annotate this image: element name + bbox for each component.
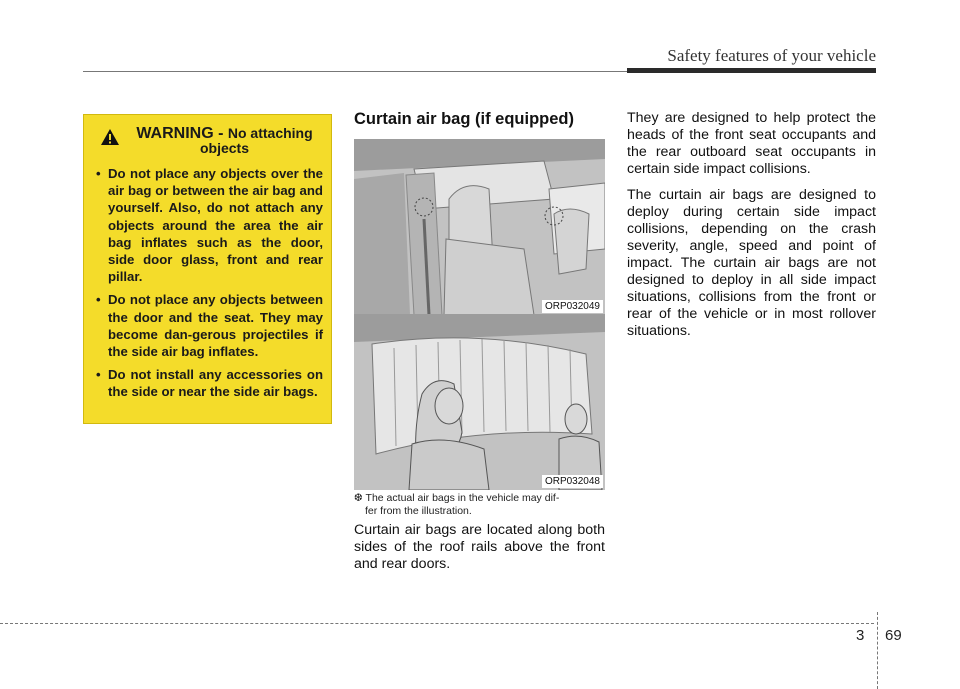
chapter-number: 3 <box>856 627 865 644</box>
warning-title-sub-2: objects <box>199 140 249 156</box>
warning-item: • Do not place any objects over the air bag or between the air bag and yourself. Also, do not attach any objects around the area the air bag inflates such as the door, side door glass, front and rear pillar. <box>96 165 323 285</box>
page-number: 69 <box>885 627 902 644</box>
body-paragraph: They are designed to help protect the heads of the front seat occupants and the rear outboard seat occupants in certain side impact collisions. <box>627 110 876 177</box>
curtain-airbag-figure-stowed <box>354 139 605 315</box>
footer-rule <box>0 623 874 624</box>
warning-title-main: WARNING - <box>136 125 228 142</box>
warning-item: • Do not place any objects between the door and the seat. They may become dan-gerous projectiles if the side air bag inflates. <box>96 291 323 360</box>
warning-title <box>126 126 323 156</box>
figure-code: ORP032048 <box>542 475 603 488</box>
curtain-airbag-location-paragraph: Curtain air bags are located along both sides of the roof rails above the front and rear doors. <box>354 522 605 572</box>
footer-divider <box>877 612 878 689</box>
note-text-line2: fer from the illustration. <box>365 505 472 517</box>
header-accent-bar <box>627 68 876 73</box>
right-column <box>627 110 876 349</box>
warning-triangle-icon <box>100 128 120 151</box>
curtain-airbag-figure-deployed <box>354 314 605 490</box>
warning-title-sub: No attaching <box>227 125 313 141</box>
note-text-line1: The actual air bags in the vehicle may dif- <box>365 492 560 504</box>
body-paragraph: The curtain air bags are designed to deploy during certain side impact collisions, depending on the crash severity, angle, speed and point of impact. The curtain air bags are not designed to deploy in all side impact situations, collisions from the front or rear of the vehicle or in most rollover situations. <box>627 187 876 339</box>
warning-item: • Do not install any accessories on the side or near the side air bags. <box>96 366 323 400</box>
figure-code: ORP032049 <box>542 300 603 313</box>
warning-list <box>96 165 323 401</box>
warning-box <box>83 114 332 424</box>
curtain-airbag-heading: Curtain air bag (if equipped) <box>354 110 575 128</box>
warning-header <box>96 126 323 156</box>
section-title: Safety features of your vehicle <box>667 46 876 65</box>
illustration-note <box>354 492 605 518</box>
note-symbol-icon: ❆ <box>354 492 363 504</box>
